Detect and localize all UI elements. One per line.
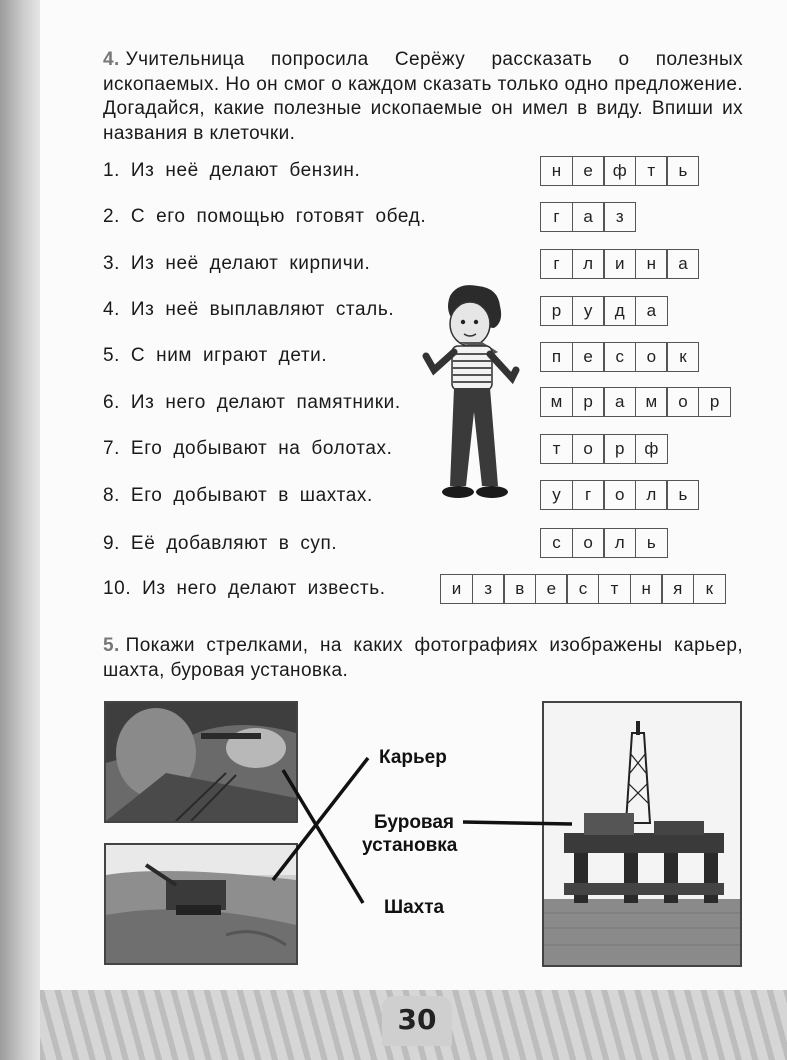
label-drilling-line2: установка <box>362 835 458 856</box>
answer-cell[interactable]: ь <box>666 480 699 510</box>
answer-cell[interactable]: е <box>535 574 568 604</box>
line-mine-to-shakhta <box>283 770 363 903</box>
answer-cell[interactable]: о <box>572 528 605 558</box>
answer-cell[interactable]: м <box>635 387 668 417</box>
answer-cell[interactable]: а <box>603 387 636 417</box>
answer-cell[interactable]: р <box>540 296 573 326</box>
answer-cell[interactable]: г <box>540 202 573 232</box>
clue-7: 7. Его добывают на болотах. <box>103 438 393 459</box>
label-mine: Шахта <box>384 897 445 918</box>
answer-cell[interactable]: т <box>540 434 573 464</box>
answer-cell[interactable]: д <box>603 296 636 326</box>
answer-cell[interactable]: з <box>603 202 636 232</box>
answer-cell[interactable]: с <box>540 528 573 558</box>
answer-cell[interactable]: м <box>540 387 573 417</box>
task5-number: 5. <box>103 635 120 656</box>
answer-cell[interactable]: ф <box>635 434 668 464</box>
answer-cell[interactable]: у <box>540 480 573 510</box>
answer-cell[interactable]: ь <box>666 156 699 186</box>
clue-6: 6. Из него делают памятники. <box>103 392 401 413</box>
answer-cell[interactable]: о <box>572 434 605 464</box>
clue-10: 10. Из него делают известь. <box>103 578 386 599</box>
answer-cell[interactable]: з <box>472 574 505 604</box>
task4-number: 4. <box>103 49 120 70</box>
answer-cell[interactable]: л <box>635 480 668 510</box>
label-quarry: Карьер <box>379 747 447 768</box>
answer-cell[interactable]: н <box>630 574 663 604</box>
answer-cell[interactable]: л <box>572 249 605 279</box>
answer-cell[interactable]: и <box>603 249 636 279</box>
clue-3: 3. Из неё делают кирпичи. <box>103 253 371 274</box>
line-rig-to-burovaya <box>463 822 572 824</box>
clue-5: 5. С ним играют дети. <box>103 345 328 366</box>
answer-cell[interactable]: с <box>566 574 599 604</box>
clue-4: 4. Из неё выплавляют сталь. <box>103 299 395 320</box>
clue-2: 2. С его помощью готовят обед. <box>103 206 427 227</box>
answer-cell[interactable]: л <box>603 528 636 558</box>
clue-9: 9. Её добавляют в суп. <box>103 533 338 554</box>
answer-cell[interactable]: е <box>572 342 605 372</box>
answer-cell[interactable]: е <box>572 156 605 186</box>
answer-cell[interactable]: о <box>635 342 668 372</box>
answer-cell[interactable]: п <box>540 342 573 372</box>
answer-cell[interactable]: ь <box>635 528 668 558</box>
clue-1: 1. Из неё делают бензин. <box>103 160 361 181</box>
label-drilling-line1: Буровая <box>374 812 455 833</box>
answer-cell[interactable]: к <box>666 342 699 372</box>
answer-cell[interactable]: т <box>635 156 668 186</box>
task5-text: Покажи стрелками, на каких фотографиях изображены карьер, шахта, буровая установка. <box>103 635 743 681</box>
answer-cell[interactable]: у <box>572 296 605 326</box>
answer-cell[interactable]: а <box>635 296 668 326</box>
page-number: 30 <box>382 996 452 1046</box>
answer-cell[interactable]: г <box>572 480 605 510</box>
answer-cell[interactable]: р <box>603 434 636 464</box>
answer-cell[interactable]: в <box>503 574 536 604</box>
answer-cell[interactable]: с <box>603 342 636 372</box>
answer-cell[interactable]: н <box>635 249 668 279</box>
task4-text: Учительница попросила Серёжу рассказать о полезных ископаемых. Но он смог о каждом сказать только одно предложение. Догадайся, какие полезные ископаемые он имел в виду. Впиши их названия в клеточки. <box>103 49 743 145</box>
answer-cell[interactable]: р <box>572 387 605 417</box>
answer-cell[interactable]: ф <box>603 156 636 186</box>
clue-8: 8. Его добывают в шахтах. <box>103 485 373 506</box>
answer-cell[interactable]: и <box>440 574 473 604</box>
answer-cell[interactable]: т <box>598 574 631 604</box>
answer-cell[interactable]: н <box>540 156 573 186</box>
answer-cell[interactable]: о <box>603 480 636 510</box>
answer-cell[interactable]: я <box>661 574 694 604</box>
answer-cell[interactable]: р <box>698 387 731 417</box>
answer-cell[interactable]: а <box>666 249 699 279</box>
answer-cell[interactable]: а <box>572 202 605 232</box>
answer-cell[interactable]: о <box>666 387 699 417</box>
answer-cell[interactable]: к <box>693 574 726 604</box>
answer-cell[interactable]: г <box>540 249 573 279</box>
